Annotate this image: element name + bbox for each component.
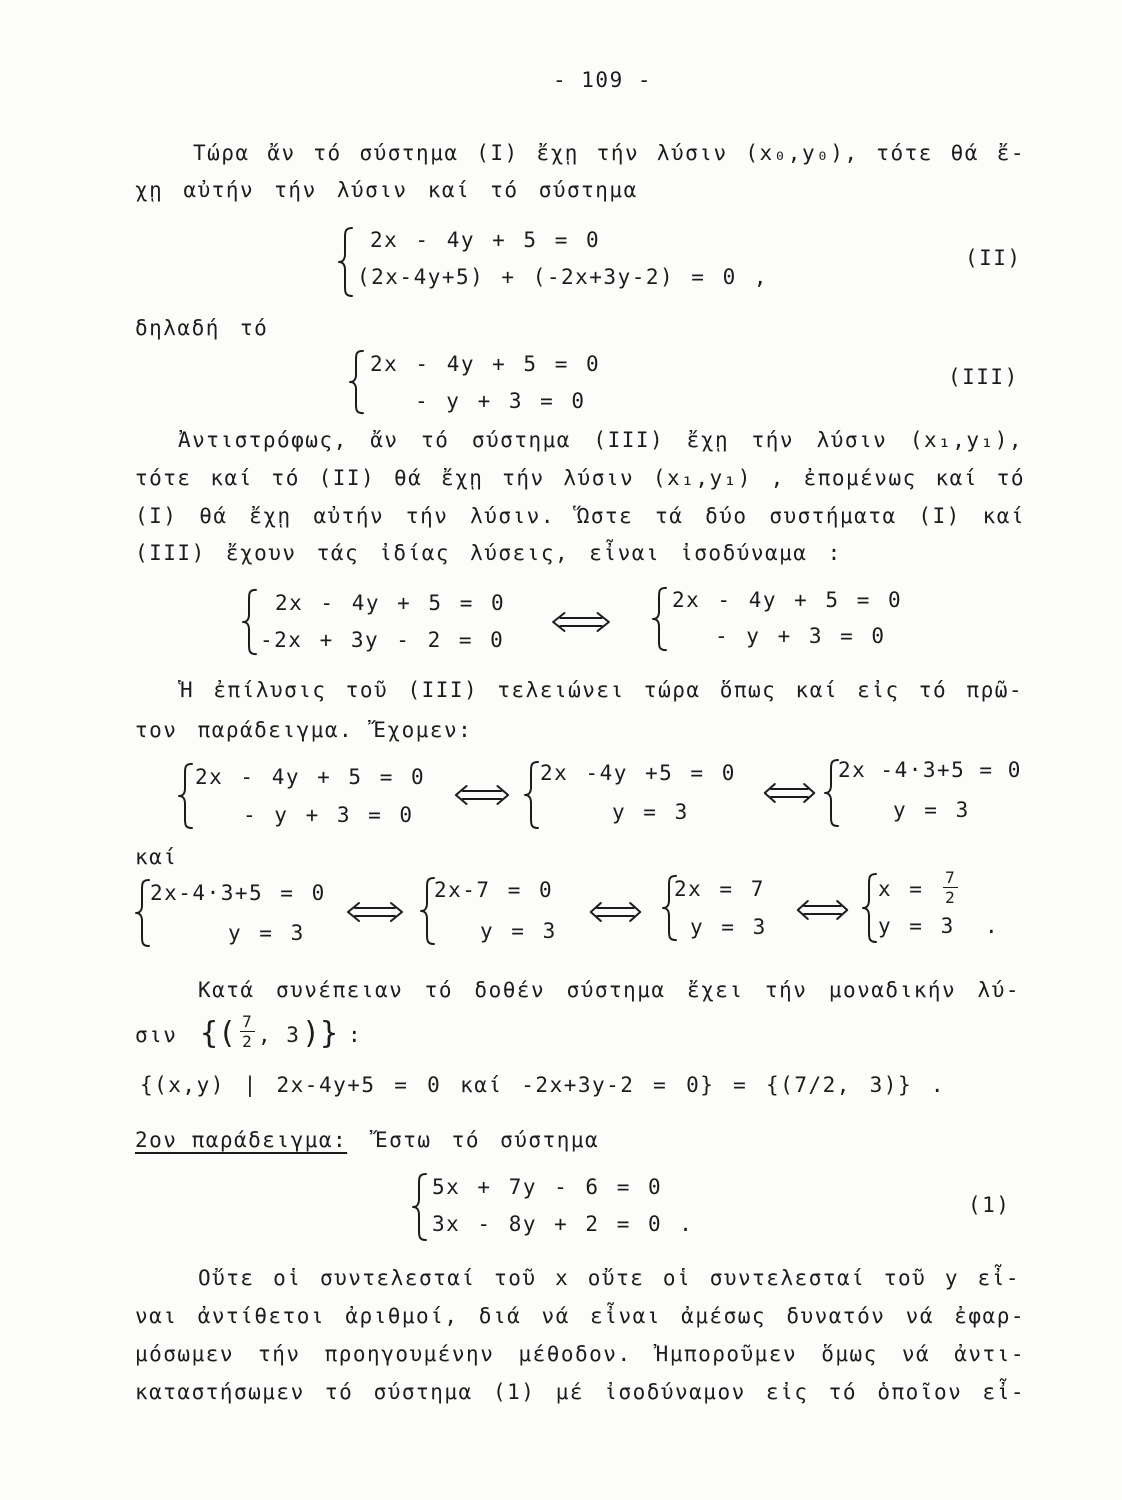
text-line: Τώρα ἄν τό σύστημα (I) ἔχῃ τήν λύσιν (x₀,y₀), τότε θά ἔ- [193, 141, 1025, 165]
example-heading: 2ον παράδειγμα: [135, 1128, 348, 1152]
equation: - y + 3 = 0 [243, 803, 414, 827]
solution-close-brackets: )} [302, 1016, 339, 1051]
equation: 5x + 7y - 6 = 0 [432, 1175, 663, 1199]
solution-open-brackets: {( [200, 1016, 237, 1051]
text-line: (III) ἔχουν τάς ἰδίας λύσεις, εἶναι ἰσοδύναμα : [135, 541, 842, 565]
equation-label: (II) [965, 246, 1022, 270]
equation: 3x - 8y + 2 = 0 . [432, 1212, 694, 1236]
colon: : [348, 1023, 363, 1047]
equivalence-arrow-icon [795, 900, 850, 920]
fraction-numerator: 7 [242, 1012, 252, 1031]
text-line: μόσωμεν τήν προηγουμένην μέθοδον. Ἠμποροῦμεν ὅμως νά ἀντι- [135, 1342, 1025, 1366]
equivalence-arrow-icon [550, 612, 612, 632]
text-line: τον παράδειγμα. Ἔχομεν: [135, 718, 473, 742]
equation: -2x + 3y - 2 = 0 [260, 628, 505, 652]
equation: 2x -4·3+5 = 0 [838, 758, 1022, 782]
equation: y = 3 [612, 800, 689, 824]
equation: - y + 3 = 0 [715, 624, 886, 648]
equation: 2x - 4y + 5 = 0 [672, 588, 903, 612]
text-line: δηλαδή τό [135, 316, 269, 340]
equation: 2x - 4y + 5 = 0 [370, 352, 601, 376]
equation: y = 3 [878, 914, 955, 938]
text-line: καί [135, 845, 178, 869]
left-brace [347, 349, 367, 415]
text-line: Κατά συνέπειαν τό δοθέν σύστημα ἔχει τήν μοναδικήν λύ- [198, 978, 1020, 1002]
left-brace [860, 872, 880, 944]
equation: y = 3 [690, 915, 767, 939]
period: . [985, 914, 1000, 938]
text-line: χῃ αὐτήν τήν λύσιν καί τό σύστημα [135, 178, 638, 202]
equation: (2x-4y+5) + (-2x+3y-2) = 0 , [357, 265, 769, 289]
text-line: καταστήσωμεν τό σύστημα (1) μέ ἰσοδύναμον εἰς τό ὁποῖον εἶ- [135, 1380, 1025, 1404]
text-line: Ἔστω τό σύστημα [375, 1128, 600, 1152]
solution-set-equation: {(x,y) | 2x-4y+5 = 0 καί -2x+3y-2 = 0} = {(7/2, 3)} . [140, 1073, 945, 1097]
equivalence-arrow-icon [762, 783, 817, 803]
fraction-numerator: 7 [945, 868, 955, 887]
solution-second-coordinate: , 3 [258, 1023, 301, 1047]
left-brace [410, 1172, 430, 1242]
text-line: τότε καί τό (II) θά ἔχῃ τήν λύσιν (x₁,y₁) , ἐπομένως καί τό [135, 466, 1025, 490]
text-line: Ἡ ἐπίλυσις τοῦ (III) τελειώνει τώρα ὅπως καί εἰς τό πρῶ- [180, 678, 1023, 702]
left-brace [176, 762, 196, 830]
equivalence-arrow-icon [345, 902, 405, 922]
equation: 2x-4·3+5 = 0 [150, 881, 326, 905]
equation: 2x = 7 [674, 877, 765, 901]
equivalence-arrow-icon [588, 902, 643, 922]
equation: 2x - 4y + 5 = 0 [195, 765, 426, 789]
equation: y = 3 [228, 921, 305, 945]
equation: y = 3 [480, 919, 557, 943]
equivalence-arrow-icon [453, 785, 511, 805]
equation: - y + 3 = 0 [415, 389, 586, 413]
fraction [941, 869, 959, 906]
text-line: σιν [135, 1023, 178, 1047]
equation-label: (III) [948, 365, 1019, 389]
page-number: - 109 - [553, 68, 653, 92]
left-brace [650, 586, 670, 652]
fraction-denominator: 2 [945, 888, 955, 907]
left-brace [522, 760, 542, 830]
equation: y = 3 [893, 798, 970, 822]
equation: 2x - 4y + 5 = 0 [370, 228, 601, 252]
left-brace [336, 226, 356, 298]
text-line: Ἀντιστρόφως, ἄν τό σύστημα (III) ἔχῃ τήν λύσιν (x₁,y₁), [178, 428, 1023, 452]
equation: 2x - 4y + 5 = 0 [275, 591, 506, 615]
equation: 2x -4y +5 = 0 [540, 761, 736, 785]
text-line: (I) θά ἔχῃ αὐτήν τήν λύσιν. Ὥστε τά δύο συστήματα (I) καί [135, 504, 1025, 528]
equation-label: (1) [968, 1193, 1011, 1217]
text-line: ναι ἀντίθετοι ἀριθμοί, διά νά εἶναι ἀμέσως δυνατόν νά ἐφαρ- [135, 1304, 1025, 1328]
text-line: Οὔτε οἱ συντελεσταί τοῦ x οὔτε οἱ συντελεσταί τοῦ y εἶ- [198, 1266, 1020, 1290]
fraction-denominator: 2 [242, 1032, 252, 1051]
equation: 2x-7 = 0 [434, 878, 554, 902]
left-brace [240, 588, 260, 656]
equation: x = [878, 877, 924, 901]
fraction [238, 1013, 256, 1050]
